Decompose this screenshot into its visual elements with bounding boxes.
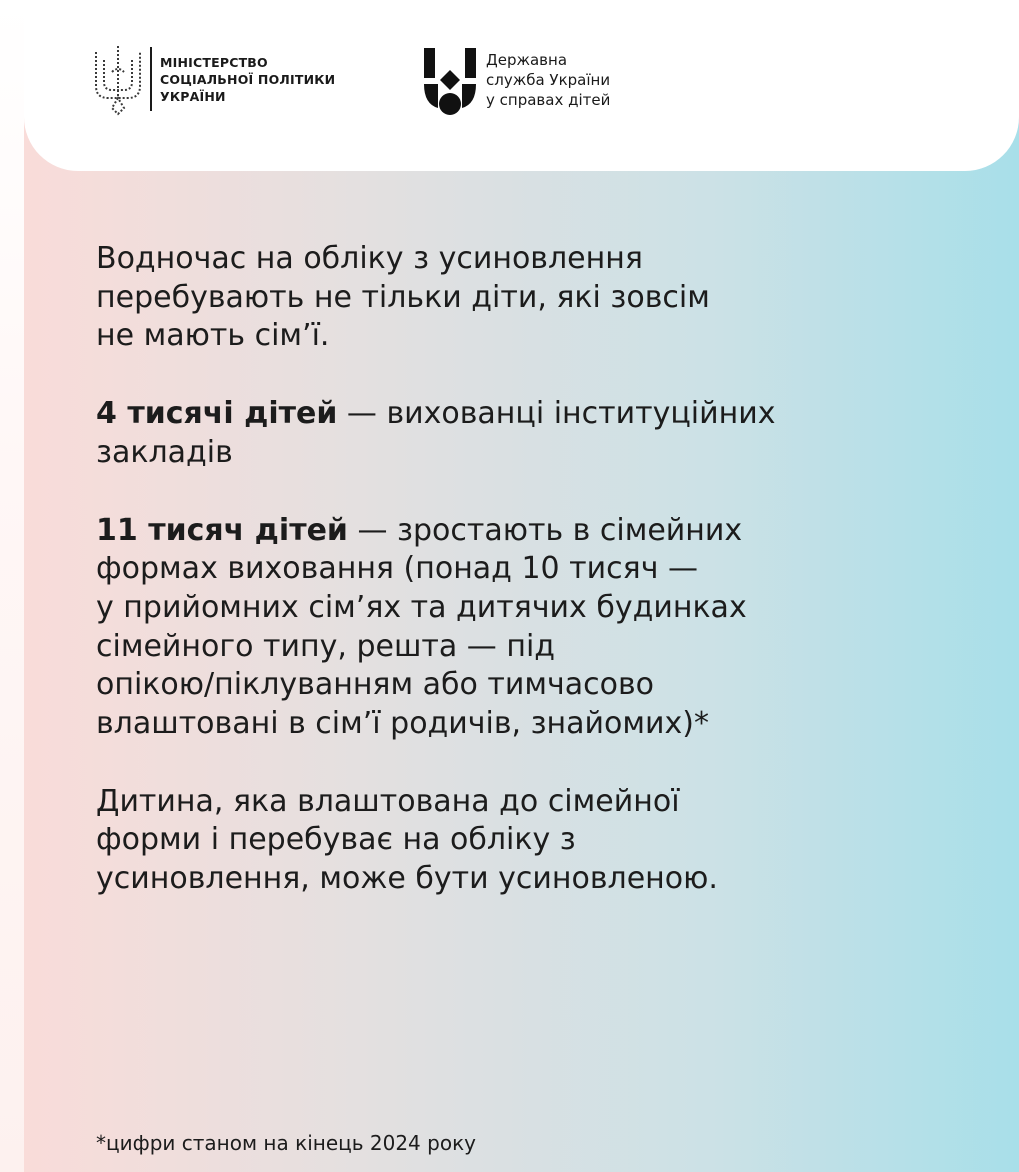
ministry-name [160, 54, 335, 105]
text-line: форми і перебуває на обліку з [96, 822, 576, 858]
intro-paragraph [96, 240, 956, 356]
text-line: усиновлення, може бути усиновленою. [96, 861, 718, 897]
text-line: влаштовані в сім’ї родичів, знайомих)* [96, 706, 709, 742]
page-margin [0, 0, 24, 1172]
family-forms-paragraph [96, 512, 956, 744]
institutions-description: — вихованці інституційних [337, 396, 776, 432]
text-line: у прийомних сім’ях та дитячих будинках [96, 589, 747, 625]
text-line: Дитина, яка влаштована до сімейної [96, 783, 680, 819]
logo-divider [150, 47, 152, 111]
text-line: закладів [96, 434, 233, 470]
children-service-logo-icon [422, 44, 478, 116]
ministry-name-line: СОЦІАЛЬНОЇ ПОЛІТИКИ [160, 71, 336, 87]
service-name [486, 50, 610, 110]
text-line: перебувають не тільки діти, які зовсім [96, 279, 710, 315]
institutions-count: 4 тисячі дітей [96, 396, 338, 432]
text-line: Водночас на обліку з усиновлення [96, 241, 643, 276]
service-name-line: Державна [486, 51, 568, 69]
text-line [96, 512, 956, 551]
text-line: сімейного типу, решта — під [96, 628, 556, 664]
text-line: не мають сім’ї. [96, 318, 330, 354]
service-name-line: служба України [486, 71, 611, 89]
family-forms-description: — зростають в сімейних [347, 512, 743, 548]
service-name-line: у справах дітей [486, 91, 611, 109]
trident-icon [92, 42, 144, 116]
ministry-logo [92, 40, 335, 118]
ministry-name-line: МІНІСТЕРСТВО [160, 54, 268, 70]
service-logo [422, 42, 610, 118]
logo-header [24, 0, 1019, 171]
text-line: формах виховання (понад 10 тисяч — [96, 551, 698, 587]
text-line [96, 395, 956, 434]
conclusion-paragraph [96, 783, 956, 899]
ministry-name-line: УКРАЇНИ [160, 88, 226, 104]
family-forms-count: 11 тисяч дітей [96, 512, 348, 548]
institutions-paragraph [96, 395, 956, 472]
footnote: *цифри станом на кінець 2024 року [96, 1131, 476, 1155]
text-line: опікою/піклуванням або тимчасово [96, 667, 655, 703]
info-card [24, 0, 1019, 1172]
main-text [96, 240, 956, 938]
